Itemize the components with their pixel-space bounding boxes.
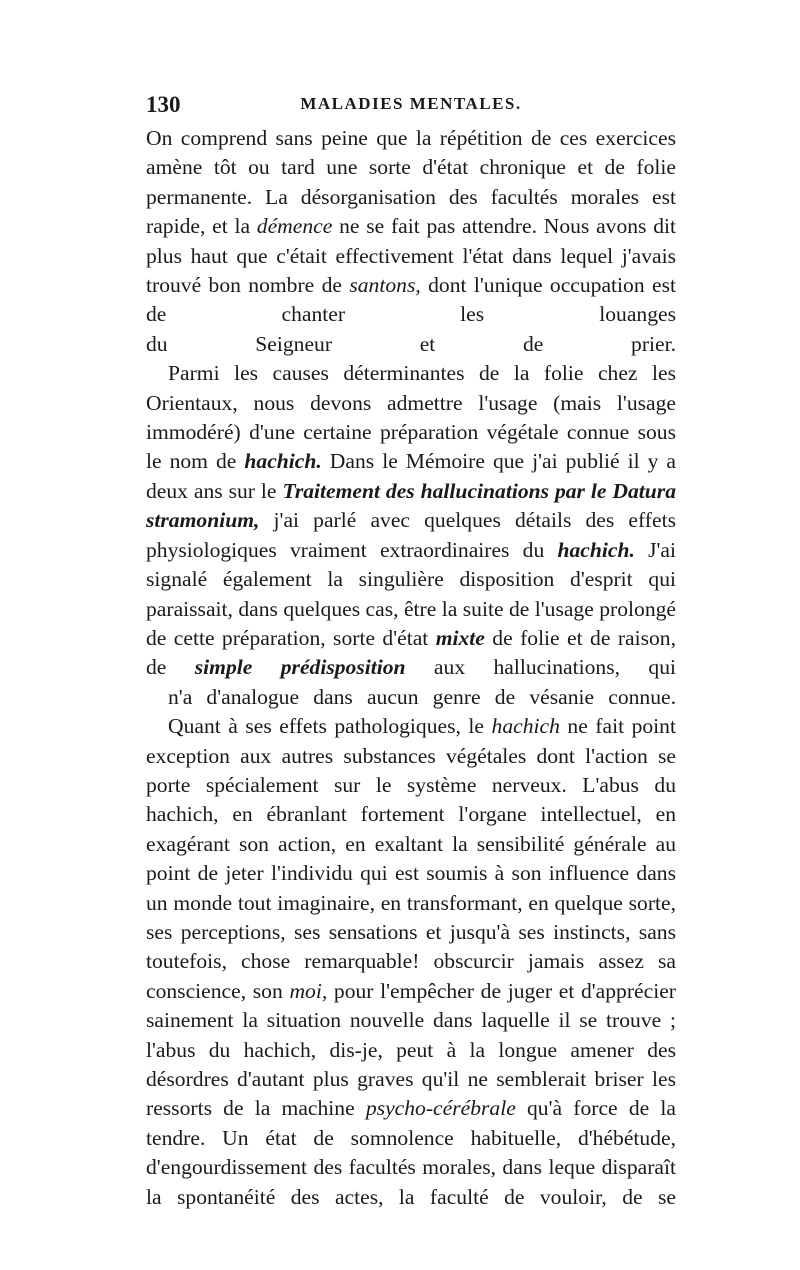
italic-text: moi,	[289, 978, 328, 1003]
paragraph-lines	[146, 361, 676, 679]
italic-text: hachich.	[557, 537, 635, 562]
text-run: ne se fait pas attendre. Nous avons dit plus haut que c'était effectivement l'état dans lequel j'avais trouvé bon nombre de	[146, 214, 676, 298]
paragraph-lines	[146, 126, 676, 326]
italic-text: santons,	[349, 273, 421, 298]
italic-text: hachich	[491, 714, 560, 739]
paragraph-lines	[146, 714, 676, 1209]
text-run: Quant à ses effets pathologiques, le	[168, 714, 492, 739]
text-run: aux hallucinations, qui	[405, 655, 677, 680]
paragraph	[146, 712, 676, 1212]
text-run: dont l'unique occupation est de chanter les louanges	[146, 273, 676, 327]
paragraph-last-line: n'a d'analogue dans aucun genre de vésanie connue.	[168, 684, 676, 709]
italic-text: simple prédisposition	[194, 655, 406, 680]
italic-text: démence	[256, 214, 333, 239]
paragraph	[146, 124, 676, 359]
text-run: j'ai parlé avec quelques détails des effets physiologiques vraiment extraordinaires du	[146, 508, 676, 562]
text-run: de folie et de raison, de	[146, 625, 676, 680]
text-run: J'ai signalé également la singulière disposition d'esprit qui paraissait, dans quelques cas, être la suite de l'usage prolongé de cette préparation, sorte d'état	[146, 537, 677, 650]
page-number: 130	[146, 92, 181, 117]
paragraph-last-line: du Seigneur et de prier.	[146, 331, 676, 356]
body-text	[146, 124, 676, 1212]
page-header	[146, 92, 676, 120]
text-run: On comprend sans peine que la répétition de ces exercices amène tôt ou tard une sorte d'état chronique et de folie permanente. La désorganisation des facultés morales est rapide, et la	[146, 126, 676, 239]
paragraph	[146, 359, 676, 712]
italic-text: psycho-cérébrale	[365, 1096, 516, 1121]
running-title: MALADIES MENTALES.	[300, 94, 522, 113]
italic-text: Traitement des hallucinations par le Datura stramonium,	[146, 478, 676, 533]
text-run: qu'à force de la tendre. Un état de somnolence habituelle, d'hébétude, d'engourdissement des facultés morales, dans leque disparaît la spontanéité des actes, la faculté de vouloir, de se	[146, 1096, 676, 1209]
italic-text: hachich.	[244, 449, 322, 474]
text-run: pour l'empêcher de juger et d'apprécier sainement la situation nouvelle dans laquelle il se trouve ; l'abus du hachich, dis-je, peut à la longue amener des désordres d'autant plus graves qu'il ne semblerait briser les ressorts de la machine	[146, 978, 676, 1121]
italic-text: mixte	[435, 625, 485, 650]
text-run: Parmi les causes déterminantes de la folie chez les Orientaux, nous devons admettre l'usage (mais l'usage immodéré) d'une certaine préparation végétale connue sous le nom de	[146, 361, 676, 474]
text-run: ne fait point exception aux autres substances végétales dont l'action se porte spécialement sur le système nerveux. L'abus du hachich, en ébranlant fortement l'organe intellectuel, en exagérant son action, en exaltant la sensibilité générale au point de jeter l'individu qui est soumis à son influence dans un monde tout imaginaire, en transformant, en quelque sorte, ses perceptions, ses sensations et jusqu'à ses instincts, sans toutefois, chose remarquable! obscurcir jamais assez sa conscience, son	[146, 714, 676, 1003]
text-run: Dans le Mémoire que j'ai publié il y a deux ans sur le	[146, 449, 676, 503]
